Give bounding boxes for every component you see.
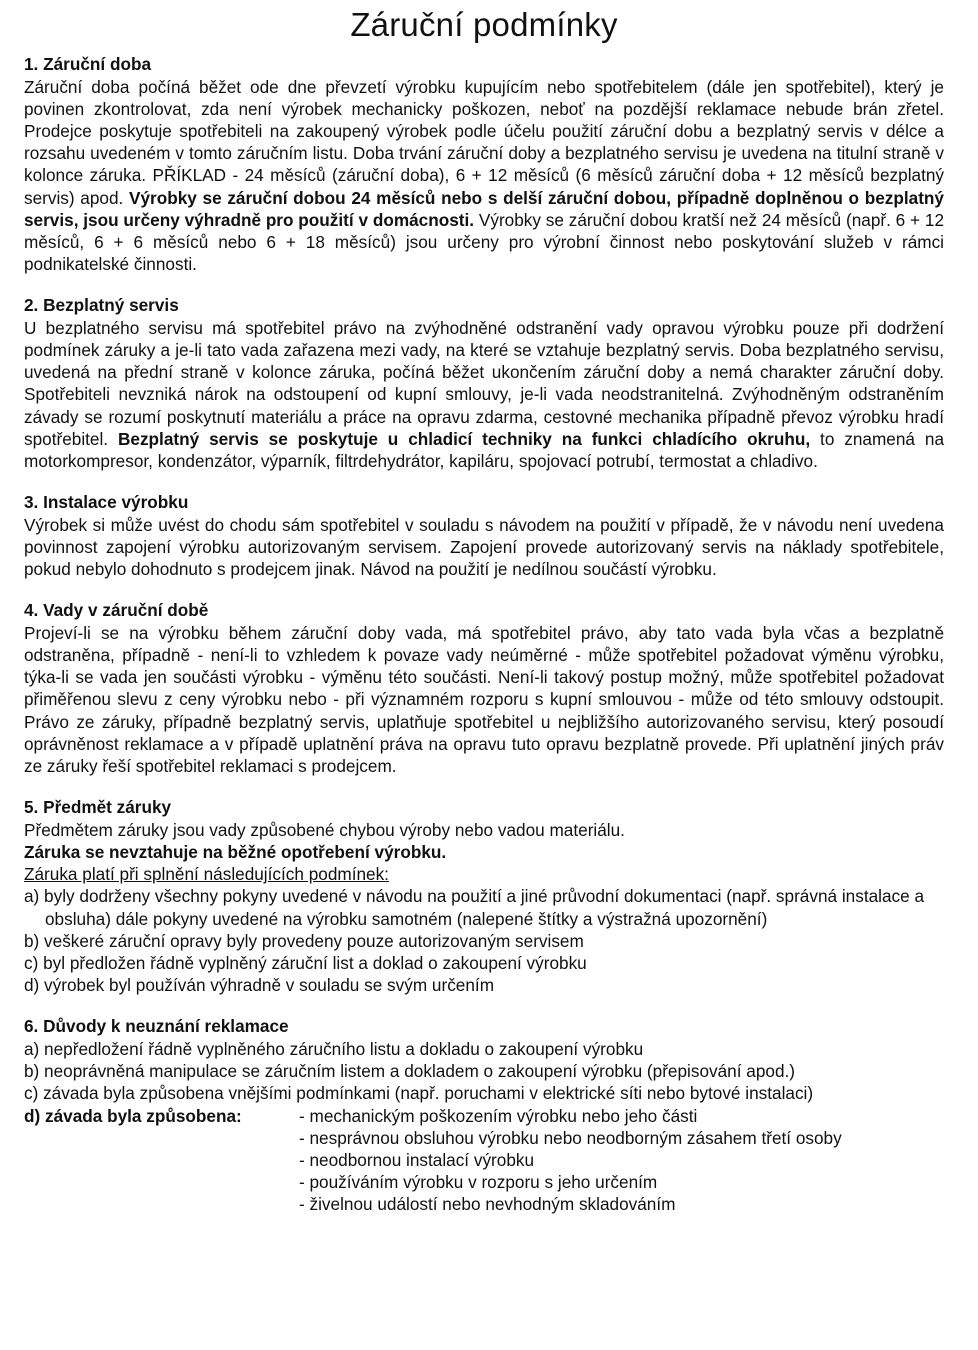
- list-item: d) výrobek byl používán výhradně v souladu se svým určením: [24, 975, 495, 996]
- section-warranty-period: [24, 54, 944, 275]
- list-item: - mechanickým poškozením výrobku nebo jeho části: [299, 1105, 698, 1126]
- section-paragraph: Výrobek si může uvést do chodu sám spotřebitel v souladu s návodem na použití v případě, že v návodu není uvedena povinnost zapojení výrobku autorizovaným servisem. Zapojení provede autorizovaný servis na náklady spotřebitele, pokud nebylo dohodnuto s prodejcem jinak. Návod na použití je nedílnou součástí výrobku.: [24, 514, 944, 580]
- section-heading: 6. Důvody k neuznání reklamace: [24, 1016, 289, 1037]
- list-item: b) neoprávněná manipulace se záručním listem a dokladem o zakoupení výrobku (přepisování apod.): [24, 1061, 796, 1082]
- section-heading: 3. Instalace výrobku: [24, 492, 189, 513]
- list-item: - živelnou událostí nebo nevhodným skladováním: [299, 1194, 676, 1215]
- section-paragraph: Projeví-li se na výrobku během záruční doby vada, má spotřebitel právo, aby tato vada byla včas a bezplatně odstraněna, případně - není-li to vzhledem k povaze vady neúměrné - může spotřebitel požadovat výměnu výrobku, týka-li se vada jen součásti výrobku - výměnu této součásti. Není-li takový postup možný, může spotřebitel požadovat přiměřenou slevu z ceny výrobku nebo - při významném rozporu s kupní smlouvou - může od této smlouvy odstoupit. Právo ze záruky, případně bezplatný servis, uplatňuje spotřebitel u nejbližšího autorizovaného servisu, který posoudí oprávněnost reklamace a v případě uplatnění práva na opravu tuto opravu bezplatně provede. Při uplatnění jiných práv ze záruky řeší spotřebitel reklamaci s prodejcem.: [24, 622, 944, 777]
- list-item: - nesprávnou obsluhou výrobku nebo neodborným zásahem třetí osoby: [299, 1127, 842, 1148]
- list-item: a) byly dodrženy všechny pokyny uvedené v návodu na použití a jiné průvodní dokumentaci (např. správná instalace a obsluha) dále pokyny uvedené na výrobku samotném (nalepené štítky a výstražná upozornění): [24, 886, 925, 929]
- section-paragraph: [24, 76, 944, 276]
- paragraph-bold-text: Bezplatný servis se poskytuje u chladicí techniky na funkci chladícího okruhu,: [117, 428, 811, 449]
- conditions-list: [24, 885, 944, 996]
- section-heading: 2. Bezplatný servis: [24, 295, 179, 316]
- paragraph-text: U bezplatného servisu má spotřebitel právo na zvýhodněné odstranění vady opravou výrobku pouze při dodržení podmínek záruky a je-li tato vada zařazena mezi vady, na které se vztahuje bezplatný servis. Doba bezplatného servisu, uvedená na přední straně v kolonce záruka, počíná běžet ukončením záruční doby a nemá charakter záruční doby. Spotřebiteli nevzniká nárok na odstoupení od kupní smlouvy, je-li vada neodstranitelná. Zvýhodněným odstraněním závady se rozumí poskytnutí materiálu a práce na opravu zdarma, cestovné mechanika případně převoz výrobku hradí spotřebitel.: [24, 317, 944, 449]
- section-heading: 1. Záruční doba: [24, 54, 152, 74]
- causes-block: [24, 1105, 944, 1216]
- section-rejection-reasons: [24, 1016, 944, 1215]
- section-defects: [24, 600, 944, 777]
- list-item: - neodbornou instalací výrobku: [299, 1149, 535, 1170]
- list-item: c) byl předložen řádně vyplněný záruční list a doklad o zakoupení výrobku: [24, 953, 587, 973]
- list-item: b) veškeré záruční opravy byly provedeny pouze autorizovaným servisem: [24, 930, 584, 951]
- reasons-list: [24, 1038, 944, 1105]
- exclusion-line: Záruka se nevztahuje na běžné opotřebení výrobku.: [24, 841, 447, 862]
- section-installation: [24, 492, 944, 580]
- subject-line: Předmětem záruky jsou vady způsobené chybou výroby nebo vadou materiálu.: [24, 819, 625, 840]
- paragraph-text-end: to znamená na motorkompresor, kondenzátor, výparník, filtrdehydrátor, kapiláru, spojovací potrubí, termostat a chladivo.: [24, 428, 944, 472]
- paragraph-bold-text: Výrobky se záruční dobou 24 měsíců nebo s delší záruční dobou, případně doplněnou o bezplatný servis, jsou určeny výhradně pro použití v domácnosti.: [24, 187, 944, 230]
- conditions-heading: Záruka platí při splnění následujících podmínek:: [24, 864, 389, 885]
- causes-lead: d) závada byla způsobena:: [24, 1105, 242, 1126]
- section-heading: 4. Vady v záruční době: [24, 600, 209, 621]
- section-subject: [24, 797, 944, 996]
- list-item: a) nepředložení řádně vyplněného záručního listu a dokladu o zakoupení výrobku: [24, 1038, 644, 1059]
- section-heading: 5. Předmět záruky: [24, 797, 172, 818]
- list-item: - používáním výrobku v rozporu s jeho určením: [299, 1172, 658, 1193]
- section-paragraph: [24, 317, 944, 472]
- paragraph-text: Záruční doba počíná běžet ode dne převzetí výrobku kupujícím nebo spotřebitelem (dále jen spotřebitel), který je povinen zkontrolovat, zda není výrobek mechanicky poškozen, neboť na pozdější reklamace nebude brán zřetel. Prodejce poskytuje spotřebiteli na zakoupený výrobek podle účelu použití záruční dobu a bezplatný servis v délce a rozsahu uvedeném v tomto záručním listu. Doba trvání záruční doby a bezplatného servisu je uvedena na titulní straně v kolonce záruka. PŘÍKLAD - 24 měsíců (záruční doba), 6 + 12 měsíců (6 měsíců záruční doba + 12 měsíců bezplatný servis) apod.: [24, 76, 944, 208]
- causes-list: [299, 1105, 842, 1216]
- list-item: c) závada byla způsobena vnějšími podmínkami (např. poruchami v elektrické síti nebo bytové instalaci): [24, 1083, 814, 1104]
- paragraph-text-end: Výrobky se záruční dobou kratší než 24 měsíců (např. 6 + 12 měsíců, 6 + 6 měsíců nebo 6 + 18 měsíců) jsou určeny pro výrobní činnost nebo poskytování služeb v rámci podnikatelské činnosti.: [24, 209, 945, 275]
- page-title: Záruční podmínky: [350, 6, 618, 43]
- section-free-service: [24, 295, 944, 472]
